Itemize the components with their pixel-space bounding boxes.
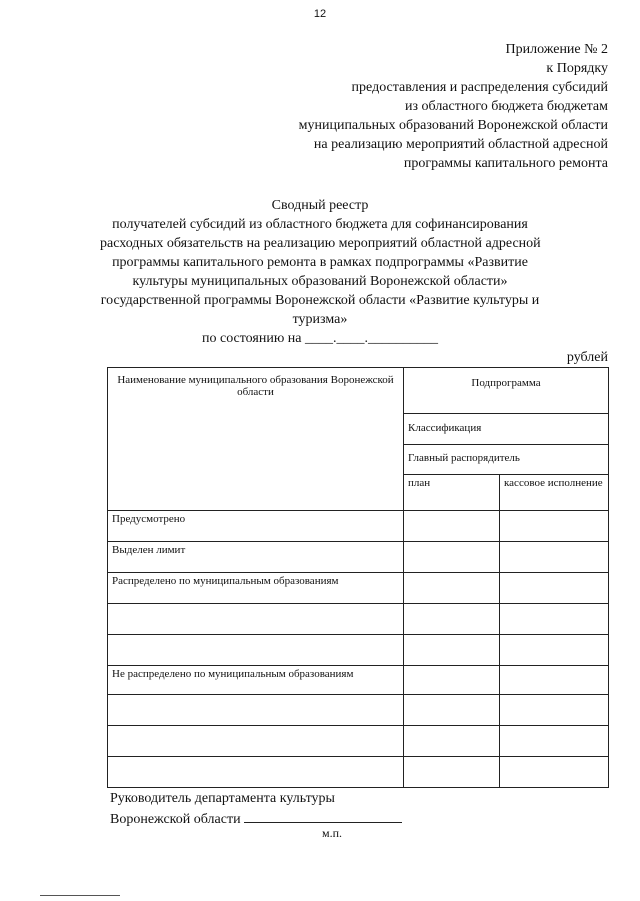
scan-artifact (40, 895, 120, 897)
header-municipality-name: Наименование муниципального образования Воронежской области (108, 368, 404, 511)
annex-line: на реализацию мероприятий областной адресной (313, 137, 608, 152)
title-line: получателей субсидий из областного бюджета для софинансирования (112, 217, 528, 232)
table-header-row (108, 368, 609, 414)
annex-line: к Порядку (546, 61, 608, 76)
cell-plan[interactable] (404, 573, 500, 604)
cell-cash-execution[interactable] (500, 695, 609, 726)
annex-line: муниципальных образований Воронежской области (298, 118, 608, 133)
annex-line: предоставления и распределения субсидий (351, 80, 608, 95)
table-row (108, 635, 609, 666)
header-subprogram: Подпрограмма (404, 368, 609, 414)
annex-line: программы капитального ремонта (403, 156, 608, 171)
title-heading: Сводный реестр (271, 198, 369, 213)
annex-line: Приложение № 2 (505, 42, 608, 57)
cell-plan[interactable] (404, 666, 500, 695)
row-label (108, 726, 404, 757)
row-label (108, 757, 404, 788)
cell-plan[interactable] (404, 604, 500, 635)
cell-cash-execution[interactable] (500, 635, 609, 666)
signature-line[interactable] (244, 808, 402, 823)
cell-plan[interactable] (404, 726, 500, 757)
table-row (108, 695, 609, 726)
cell-plan[interactable] (404, 542, 500, 573)
currency-unit: рублей (566, 350, 608, 365)
table-row (108, 542, 609, 573)
cell-cash-execution[interactable] (500, 604, 609, 635)
row-label: Выделен лимит (108, 542, 404, 573)
header-main-manager: Главный распорядитель (404, 445, 609, 475)
cell-plan[interactable] (404, 511, 500, 542)
table-row (108, 511, 609, 542)
cell-cash-execution[interactable] (500, 573, 609, 604)
as-of-date: по состоянию на ____.____.__________ (201, 331, 439, 346)
row-label: Распределено по муниципальным образованиям (108, 573, 404, 604)
table-row (108, 573, 609, 604)
seal-place: м.п. (322, 826, 343, 840)
signature-line-row (110, 808, 402, 829)
title-line: расходных обязательств на реализацию мероприятий областной адресной (100, 236, 541, 251)
header-plan: план (404, 475, 500, 511)
row-label: Не распределено по муниципальным образованиям (108, 666, 404, 695)
table-row (108, 726, 609, 757)
cell-cash-execution[interactable] (500, 542, 609, 573)
header-classification: Классификация (404, 414, 609, 445)
cell-cash-execution[interactable] (500, 511, 609, 542)
cell-cash-execution[interactable] (500, 757, 609, 788)
row-label: Предусмотрено (108, 511, 404, 542)
signature-block (110, 789, 402, 829)
signature-region: Воронежской области (110, 812, 241, 827)
cell-plan[interactable] (404, 757, 500, 788)
signature-title: Руководитель департамента культуры (110, 791, 335, 806)
title-line: программы капитального ремонта в рамках подпрограммы «Развитие (112, 255, 528, 270)
table-row (108, 757, 609, 788)
document-title (100, 196, 540, 348)
annex-header (248, 40, 608, 173)
cell-plan[interactable] (404, 635, 500, 666)
title-line: государственной программы Воронежской области «Развитие культуры и (100, 293, 540, 308)
row-label (108, 635, 404, 666)
title-line: культуры муниципальных образований Воронежской области» (132, 274, 508, 289)
header-cash-execution: кассовое исполнение (500, 475, 609, 511)
title-line: туризма» (292, 312, 348, 327)
cell-plan[interactable] (404, 695, 500, 726)
table-row (108, 666, 609, 695)
annex-line: из областного бюджета бюджетам (405, 99, 608, 114)
cell-cash-execution[interactable] (500, 726, 609, 757)
row-label (108, 695, 404, 726)
cell-cash-execution[interactable] (500, 666, 609, 695)
row-label (108, 604, 404, 635)
table-row (108, 604, 609, 635)
registry-table (107, 367, 609, 788)
page-number: 12 (313, 8, 327, 20)
